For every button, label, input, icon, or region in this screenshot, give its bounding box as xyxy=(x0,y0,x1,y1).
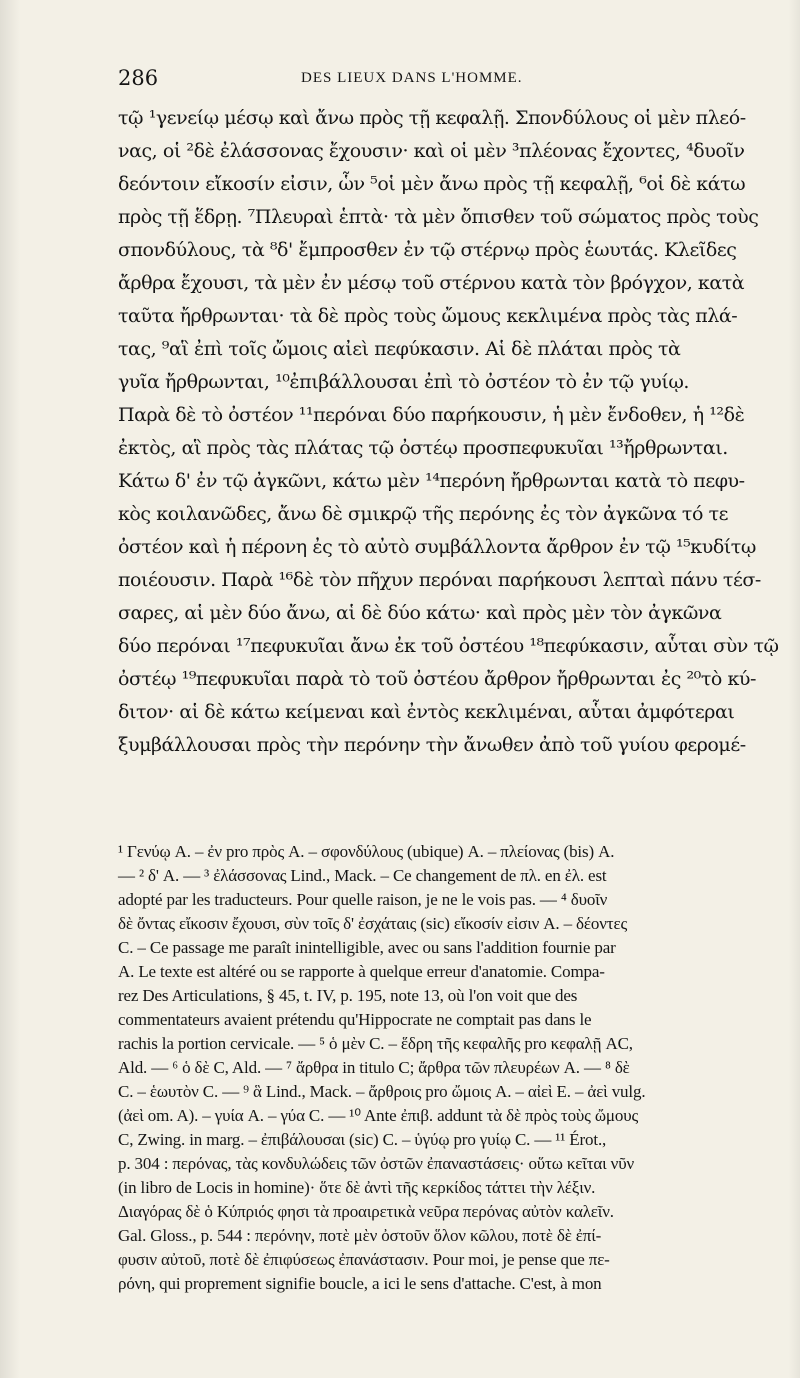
text-line: τας, ⁹αἳ ἐπὶ τοῖς ὤμοις αἰεὶ πεφύκασιν. Αἱ δὲ πλάται πρὸς τὰ xyxy=(118,338,681,360)
text-line: ἄρθρα ἔχουσι, τὰ μὲν ἐν μέσῳ τοῦ στέρνου κατὰ τὸν βρόγχον, κατὰ xyxy=(118,272,745,294)
section-spacer xyxy=(118,762,766,840)
text-line: διτον· αἱ δὲ κάτω κείμεναι καὶ ἐντὸς κεκλιμέναι, αὗται ἀμφότεραι xyxy=(118,701,735,723)
footnote-line: Gal. Gloss., p. 544 : περόνην, ποτὲ μὲν ὀστοῦν ὅλον κῶλου, ποτὲ δὲ ἐπί- xyxy=(118,1226,602,1245)
text-line: ὀστέῳ ¹⁹πεφυκυῖαι παρὰ τὸ τοῦ ὀστέου ἄρθρον ἤρθρωνται ἐς ²⁰τὸ κύ- xyxy=(118,668,756,690)
footnote-line: ρόνη, qui proprement signifie boucle, a ici le sens d'attache. C'est, à mon xyxy=(118,1274,602,1293)
footnote-line: rachis la portion cervicale. — ⁵ ὁ μὲν C. – ἕδρη τῆς κεφαλῆς pro κεφαλῇ AC, xyxy=(118,1034,633,1053)
text-line: ποιέουσιν. Παρὰ ¹⁶δὲ τὸν πῆχυν περόναι παρήκουσι λεπταὶ πάνυ τέσ- xyxy=(118,569,761,591)
footnote-line: — ² δ' A. — ³ ἐλάσσονας Lind., Mack. – Ce changement de πλ. en ἐλ. est xyxy=(118,866,607,885)
page-edge-shadow-left xyxy=(0,0,20,1378)
footnote-line: C, Zwing. in marg. – ἐπιβάλουσαι (sic) C. – ὑγύῳ pro γυίῳ C. — ¹¹ Érot., xyxy=(118,1130,607,1149)
footnote-line: Διαγόρας δὲ ὁ Κύπριός φησι τὰ προαιρετικὰ νεῦρα περόνας αὐτὸν καλεῖν. xyxy=(118,1202,614,1221)
text-line: σπονδύλους, τὰ ⁸δ' ἔμπροσθεν ἐν τῷ στέρνῳ πρὸς ἑωυτάς. Κλεῖδες xyxy=(118,239,737,261)
text-line: δύο περόναι ¹⁷πεφυκυῖαι ἄνω ἐκ τοῦ ὀστέου ¹⁸πεφύκασιν, αὗται σὺν τῷ xyxy=(118,635,779,657)
footnote-line: (in libro de Locis in homine)· ὅτε δὲ ἀντὶ τῆς κερκίδος τάττει τὴν λέξιν. xyxy=(118,1178,596,1197)
text-line: δεόντοιν εἴκοσίν εἰσιν, ὧν ⁵οἱ μὲν ἄνω πρὸς τῇ κεφαλῇ, ⁶οἱ δὲ κάτω xyxy=(118,173,746,195)
footnote-line: ¹ Γενύῳ A. – ἐν pro πρὸς A. – σφονδύλους (ubique) A. – πλείονας (bis) A. xyxy=(118,842,615,861)
page-edge-shadow-right xyxy=(788,0,800,1378)
text-line: πρὸς τῇ ἕδρῃ. ⁷Πλευραὶ ἑπτὰ· τὰ μὲν ὄπισθεν τοῦ σώματος πρὸς τοὺς xyxy=(118,206,759,228)
footnote-line: Ald. — ⁶ ὁ δὲ C, Ald. — ⁷ ἄρθρα in titulo C; ἄρθρα τῶν πλευρέων A. — ⁸ δὲ xyxy=(118,1058,630,1077)
footnote-line: commentateurs avaient prétendu qu'Hippocrate ne comptait pas dans le xyxy=(118,1010,592,1029)
text-line: γυῖα ἤρθρωνται, ¹⁰ἐπιβάλλουσαι ἐπὶ τὸ ὀστέον τὸ ἐν τῷ γυίῳ. xyxy=(118,371,689,393)
text-line: Παρὰ δὲ τὸ ὀστέον ¹¹περόναι δύο παρήκουσιν, ἡ μὲν ἔνδοθεν, ἡ ¹²δὲ xyxy=(118,404,745,426)
text-line: νας, οἱ ²δὲ ἐλάσσονας ἔχουσιν· καὶ οἱ μὲν ³πλέονας ἔχοντες, ⁴δυοῖν xyxy=(118,140,745,162)
text-line: Κάτω δ' ἐν τῷ ἀγκῶνι, κάτω μὲν ¹⁴περόνη ἤρθρωνται κατὰ τὸ πεφυ- xyxy=(118,470,745,492)
footnote-line: φυσιν αὐτοῦ, ποτὲ δὲ ἐπιφύσεως ἐπανάστασιν. Pour moi, je pense que πε- xyxy=(118,1250,610,1269)
footnote-line: p. 304 : περόνας, τὰς κονδυλώδεις τῶν ὀστῶν ἐπαναστάσεις· οὕτω κεῖται νῦν xyxy=(118,1154,635,1173)
footnote-line: (ἀεὶ om. A). – γυία A. – γύα C. — ¹⁰ Ante ἐπιβ. addunt τὰ δὲ πρὸς τοὺς ὤμους xyxy=(118,1106,639,1125)
footnote-line: C. – ἑωυτὸν C. — ⁹ ἃ Lind., Mack. – ἄρθροις pro ὤμοις A. – αἰεὶ E. – ἀεὶ vulg. xyxy=(118,1082,646,1101)
footnote-line: δὲ ὄντας εἴκοσιν ἔχουσι, σὺν τοῖς δ' ἐσχάταις (sic) εἴκοσίν εἰσιν A. – δέοντες xyxy=(118,914,628,933)
greek-main-text xyxy=(118,102,779,762)
footnote-line: adopté par les traducteurs. Pour quelle raison, je ne le vois pas. — ⁴ δυοῖν xyxy=(118,890,608,909)
footnotes xyxy=(118,840,766,1296)
text-line: κὸς κοιλανῶδες, ἄνω δὲ σμικρῷ τῆς περόνης ἐς τὸν ἀγκῶνα τό τε xyxy=(118,503,729,525)
page-number: 286 xyxy=(118,66,159,90)
footnote-line: rez Des Articulations, § 45, t. IV, p. 195, note 13, où l'on voit que des xyxy=(118,986,578,1005)
text-line: ξυμβάλλουσαι πρὸς τὴν περόνην τὴν ἄνωθεν ἀπὸ τοῦ γυίου φερομέ- xyxy=(118,734,746,756)
text-line: σαρες, αἱ μὲν δύο ἄνω, αἱ δὲ δύο κάτω· καὶ πρὸς μὲν τὸν ἀγκῶνα xyxy=(118,602,722,624)
page-header xyxy=(118,66,766,100)
text-line: τῷ ¹γενείῳ μέσῳ καὶ ἄνω πρὸς τῇ κεφαλῇ. Σπονδύλους οἱ μὲν πλεό- xyxy=(118,107,746,129)
text-line: ὀστέον καὶ ἡ πέρονη ἐς τὸ αὐτὸ συμβάλλοντα ἄρθρον ἐν τῷ ¹⁵κυδίτῳ xyxy=(118,536,756,558)
footnote-line: C. – Ce passage me paraît inintelligible, avec ou sans l'addition fournie par xyxy=(118,938,616,957)
text-line: ταῦτα ἤρθρωνται· τὰ δὲ πρὸς τοὺς ὤμους κεκλιμένα πρὸς τὰς πλά- xyxy=(118,305,738,327)
footnote-line: A. Le texte est altéré ou se rapporte à quelque erreur d'anatomie. Compa- xyxy=(118,962,605,981)
running-title: DES LIEUX DANS L'HOMME. xyxy=(301,70,523,86)
text-line: ἐκτὸς, αἳ πρὸς τὰς πλάτας τῷ ὀστέῳ προσπεφυκυῖαι ¹³ἤρθρωνται. xyxy=(118,437,728,459)
